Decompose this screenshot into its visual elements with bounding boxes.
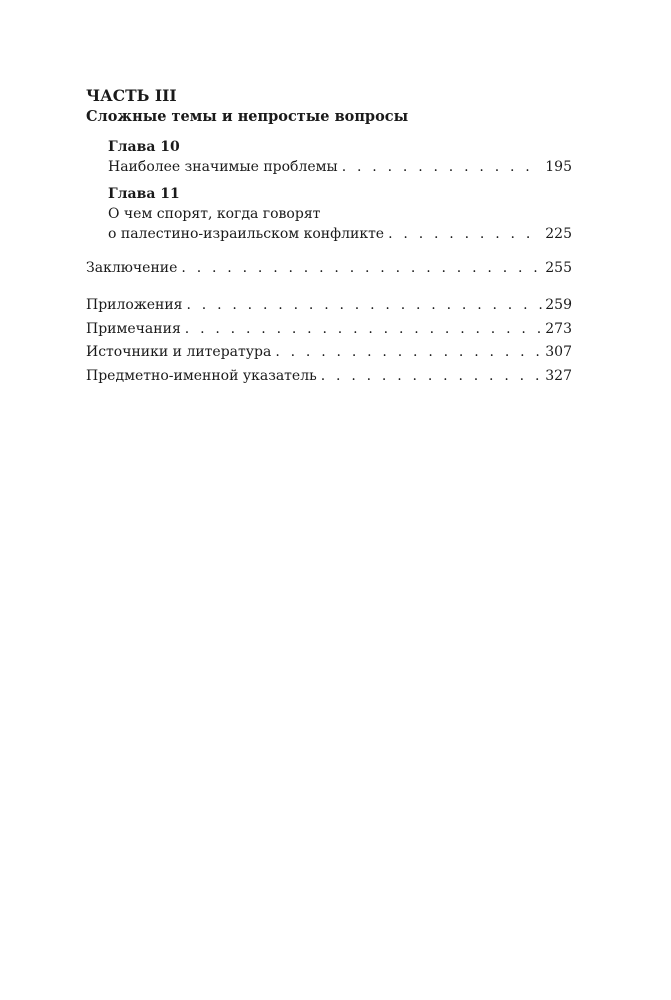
toc-line (108, 157, 572, 178)
chapter-title-line: О чем спорят, когда говорят (108, 205, 321, 222)
page-number: 259 (545, 297, 572, 313)
toc-line (86, 341, 572, 365)
chapter-title: Наиболее значимые проблемы (108, 159, 338, 175)
chapter-label: Глава 10 (108, 139, 180, 155)
dot-leader (275, 341, 542, 365)
page-number: 327 (545, 367, 572, 384)
page-number: 225 (545, 226, 572, 242)
chapter-entry (108, 184, 572, 245)
dot-leader (186, 294, 542, 318)
toc-line (86, 365, 572, 389)
table-of-contents (86, 86, 572, 388)
chapter-title-line: о палестино-израильском конфликте (108, 226, 385, 242)
dot-leader (388, 224, 542, 245)
chapter-label: Глава 11 (108, 185, 180, 202)
page-number: 307 (545, 344, 572, 360)
conclusion-section (86, 257, 572, 281)
chapter-entry (108, 137, 572, 178)
appendix-section (86, 294, 572, 388)
part-label: ЧАСТЬ III (86, 86, 177, 105)
toc-line (86, 318, 572, 342)
toc-line (86, 257, 572, 281)
chapter-list (86, 137, 572, 245)
toc-line (108, 224, 572, 245)
page-number: 255 (545, 259, 572, 276)
index-title: Предметно-именной указатель (86, 367, 317, 384)
dot-leader (342, 157, 543, 178)
page-number: 273 (545, 320, 572, 337)
notes-title: Примечания (86, 320, 181, 337)
part-title: Сложные темы и непростые вопросы (86, 108, 409, 125)
toc-line (86, 294, 572, 318)
dot-leader (321, 365, 543, 389)
dot-leader (181, 257, 542, 281)
dot-leader (185, 318, 542, 342)
page-number: 195 (545, 159, 572, 175)
sources-title: Источники и литература (86, 344, 272, 360)
appendix-title: Приложения (86, 297, 183, 313)
conclusion-title: Заключение (86, 259, 178, 276)
